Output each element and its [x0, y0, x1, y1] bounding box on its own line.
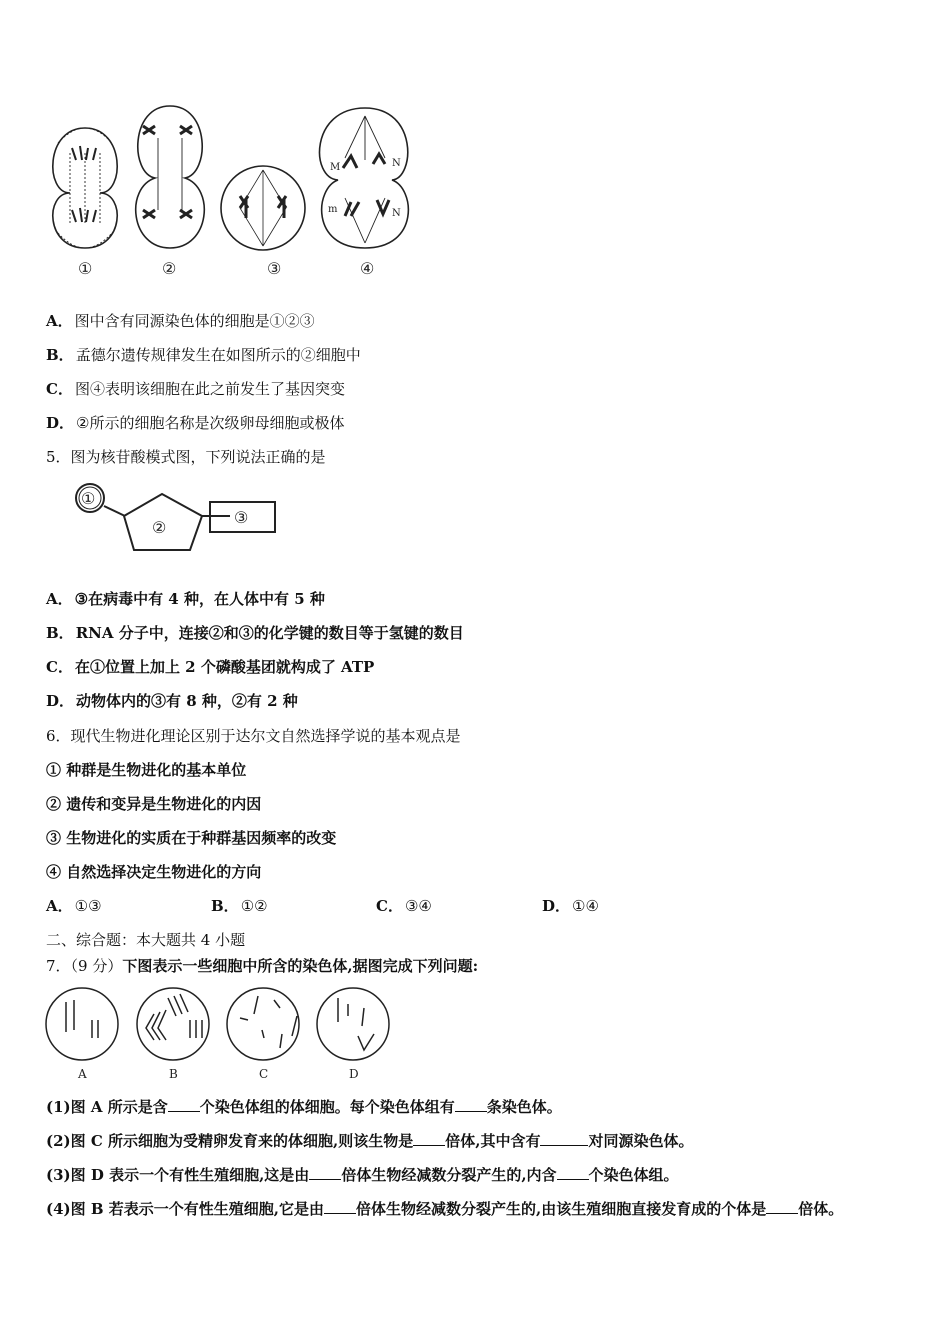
q7-sub-1-part2: 个染色体组的体细胞。每个染色体组有: [199, 1098, 455, 1116]
q7-sub-4-part2: 倍体生物经减数分裂产生的,由该生殖细胞直接发育成的个体是: [355, 1200, 767, 1218]
chromosome-figure-label-b: B: [169, 1067, 178, 1081]
option-text: ②所示的细胞名称是次级卵母细胞或极体: [76, 414, 345, 432]
option-text: 图④表明该细胞在此之前发生了基因突变: [74, 380, 345, 398]
q7-sub-4-part3: 倍体。: [798, 1200, 844, 1218]
option-letter: A．: [46, 590, 73, 608]
chromosome-sets-figure: [42, 986, 397, 1082]
chromosome-figure-label-a: A: [78, 1067, 87, 1081]
chromosome-figure-label-d: D: [349, 1067, 359, 1081]
option-text: ①②: [240, 897, 268, 915]
option-letter: D．: [46, 692, 75, 710]
q7-sub-2-part2: 倍体,其中含有: [445, 1132, 541, 1150]
option-letter: C．: [376, 897, 403, 915]
q6-option-a: [46, 896, 102, 916]
section-2-title: 二、综合题：本大题共 4 小题: [46, 931, 246, 949]
option-letter: D．: [542, 897, 571, 915]
option-letter: B．: [46, 346, 74, 364]
q6-option-b: [211, 896, 268, 916]
q4-option-b: [46, 345, 361, 365]
q7-sub-1-part1: (1)图 A 所示是含: [46, 1098, 168, 1116]
option-text: ①④: [572, 897, 599, 915]
option-letter: A．: [46, 897, 73, 915]
q7-sub-4: [46, 1199, 843, 1219]
q5-option-b: [46, 623, 464, 643]
option-letter: A．: [46, 312, 73, 330]
option-text: ①③: [74, 897, 102, 915]
cell-label-3: ③: [267, 259, 282, 278]
q7-sub-1-part3: 条染色体。: [486, 1098, 562, 1116]
answer-blank[interactable]: [766, 1199, 798, 1214]
q7-stem: [46, 956, 478, 976]
q6-option-c: [376, 896, 432, 916]
q5-option-c: [46, 657, 374, 677]
answer-blank[interactable]: [413, 1131, 445, 1146]
option-text: RNA 分子中，连接②和③的化学键的数目等于氢键的数目: [75, 624, 464, 642]
option-letter: D．: [46, 414, 75, 432]
q6-statement-1: ① 种群是生物进化的基本单位: [46, 761, 247, 779]
q6-stem: 6．现代生物进化理论区别于达尔文自然选择学说的基本观点是: [46, 727, 461, 745]
q5-option-d: [46, 691, 298, 711]
answer-blank[interactable]: [540, 1131, 588, 1146]
option-text: 图中含有同源染色体的细胞是①②③: [74, 312, 315, 330]
cell-label-4: ④: [360, 259, 375, 278]
chromosome-figure-label-c: C: [259, 1067, 269, 1081]
option-letter: C．: [46, 658, 73, 676]
chromosome-label-N-bottom: N: [392, 208, 401, 219]
q7-sub-3-part3: 个染色体组。: [588, 1166, 679, 1184]
cell-label-1: ①: [78, 259, 93, 278]
cell-division-figure: [40, 98, 420, 283]
option-text: ③④: [404, 897, 432, 915]
q7-sub-2-part1: (2)图 C 所示细胞为受精卵发育来的体细胞,则该生物是: [46, 1132, 414, 1150]
chromosome-label-M: M: [330, 162, 341, 173]
chromosome-label-m: m: [328, 204, 338, 215]
q7-number: 7．（9 分）: [46, 957, 123, 975]
q4-option-c: [46, 379, 345, 399]
q7-sub-2: [46, 1131, 694, 1151]
option-letter: B．: [211, 897, 239, 915]
chromosome-label-N-top: N: [392, 158, 401, 169]
nucleotide-label-phosphate: ①: [81, 489, 96, 508]
q6-option-d: [542, 896, 599, 916]
q5-option-a: [46, 589, 325, 609]
q7-sub-3: [46, 1165, 679, 1185]
q7-stem-text: 下图表示一些细胞中所含的染色体,据图完成下列问题:: [122, 957, 479, 975]
nucleotide-figure: [70, 478, 285, 558]
answer-blank[interactable]: [309, 1165, 341, 1180]
option-text: ③在病毒中有 4 种，在人体中有 5 种: [74, 590, 325, 608]
q6-statement-3: ③ 生物进化的实质在于种群基因频率的改变: [46, 829, 337, 847]
option-text: 动物体内的③有 8 种，②有 2 种: [76, 692, 298, 710]
q7-sub-4-part1: (4)图 B 若表示一个有性生殖细胞,它是由: [46, 1200, 324, 1218]
q6-statement-4: ④ 自然选择决定生物进化的方向: [46, 863, 262, 881]
answer-blank[interactable]: [168, 1097, 200, 1112]
nucleotide-label-sugar: ②: [152, 518, 167, 537]
q7-sub-3-part2: 倍体生物经减数分裂产生的,内含: [341, 1166, 557, 1184]
nucleotide-label-base: ③: [234, 508, 249, 527]
q7-sub-1: [46, 1097, 562, 1117]
q7-sub-3-part1: (3)图 D 表示一个有性生殖细胞,这是由: [46, 1166, 310, 1184]
answer-blank[interactable]: [557, 1165, 589, 1180]
q4-option-a: [46, 311, 315, 331]
option-letter: C．: [46, 380, 73, 398]
q7-sub-2-part3: 对同源染色体。: [588, 1132, 694, 1150]
option-text: 在①位置上加上 2 个磷酸基团就构成了 ATP: [74, 658, 375, 676]
answer-blank[interactable]: [455, 1097, 487, 1112]
q5-stem: 5．图为核苷酸模式图，下列说法正确的是: [46, 448, 326, 466]
cell-label-2: ②: [162, 259, 177, 278]
q4-option-d: [46, 413, 344, 433]
option-text: 孟德尔遗传规律发生在如图所示的②细胞中: [75, 346, 361, 364]
answer-blank[interactable]: [324, 1199, 356, 1214]
q6-statement-2: ② 遗传和变异是生物进化的内因: [46, 795, 262, 813]
option-letter: B．: [46, 624, 74, 642]
